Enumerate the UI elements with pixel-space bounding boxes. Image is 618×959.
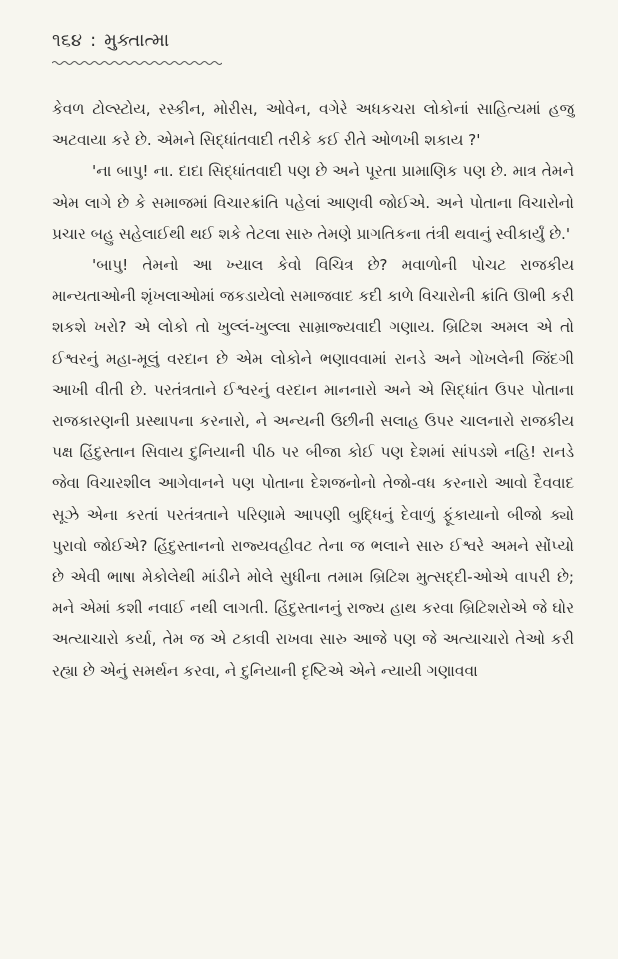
paragraph-argument: 'બાપુ! તેમનો આ ખ્યાલ કેવો વિચિત્ર છે? મવાળોની પોચટ રાજકીય માન્યતાઓની શૃંખલાઓમાં જકડાયેલો સમાજવાદ કદી કાળે વિચારોની ક્રાંતિ ઊભી કરી શકશે ખરો? એ લોકો તો ખુલ્લં-ખુલ્લા સામ્રાજ્યવાદી ગણાય. બ્રિટિશ અમલ એ તો ઈશ્વરનું મહા-મૂલું વરદાન છે એમ લોકોને ભણાવવામાં રાનડે અને ગોખલેની જિંદગી આખી વીતી છે. પરતંત્રતાને ઈશ્વરનું વરદાન માનનારો અને એ સિદ્ધાંત ઉપર પોતાના રાજકારણની પ્રસ્થાપના કરનારો, ને અન્યની ઉછીની સલાહ ઉપર ચાલનારો રાજકીય પક્ષ હિંદુસ્તાન સિવાય દુનિયાની પીઠ પર બીજા કોઈ પણ દેશમાં સાંપડશે નહિ! રાનડે જેવા વિચારશીલ આગેવાનને પણ પોતાના દેશજનોનો તેજો-વધ કરનારો આવો દૈવવાદ સૂઝે એના કરતાં પરતંત્રતાને પરિણામે આપણી બુદ્ધિનું દેવાળું ફૂંકાયાનો બીજો ક્યો પુરાવો જોઈએ? હિંદુસ્તાનનો રાજ્યવહીવટ તેના જ ભલાને સારુ ઈશ્વરે અમને સોંપ્યો છે એવી ભાષા મેકોલેથી માંડીને મોલે સુધીના તમામ બ્રિટિશ મુત્સદ્દી-ઓએ વાપરી છે; મને એમાં કશી નવાઈ નથી લાગતી. હિંદુસ્તાનનું રાજ્ય હાથ કરવા બ્રિટિશરોએ જે ઘોર અત્યાચારો કર્યા, તેમ જ એ ટકાવી રાખવા સારુ આજે પણ જે અત્યાચારો તેઓ કરી રહ્યા છે એનું સમર્થન કરવા, ને દુનિયાની દૃષ્ટિએ એને ન્યાયી ગણાવવા [52, 256, 574, 680]
paragraph-continuation: કેવળ ટોલ્સ્ટોય, રસ્કીન, મોરીસ, ઓવેન, વગેરે અધકચરા લોકોનાં સાહિત્યમાં હજુ અટવાયા કરે છે. એમને સિદ્ધાંતવાદી તરીકે કઈ રીતે ઓળખી શકાય ?' [52, 100, 574, 150]
page-number: ૧૬૪ [52, 30, 83, 51]
header-wavy-rule [52, 60, 222, 66]
header-separator: : [90, 30, 97, 51]
paragraph-reply: 'ના બાપુ! ના. દાદા સિદ્ધાંતવાદી પણ છે અને પૂરતા પ્રામાણિક પણ છે. માત્ર તેમને એમ લાગે છે કે સમાજમાં વિચારક્રાંતિ પહેલાં આણવી જોઈએ. અને પોતાના વિચારોનો પ્રચાર બહુ સહેલાઈથી થઈ શકે તેટલા સારુ તેમણે પ્રાગતિકના તંત્રી થવાનું સ્વીકાર્યું છે.' [52, 162, 574, 243]
body-text [52, 94, 574, 687]
running-title: મુક્તાત્મા [104, 30, 170, 51]
running-header [52, 30, 574, 60]
